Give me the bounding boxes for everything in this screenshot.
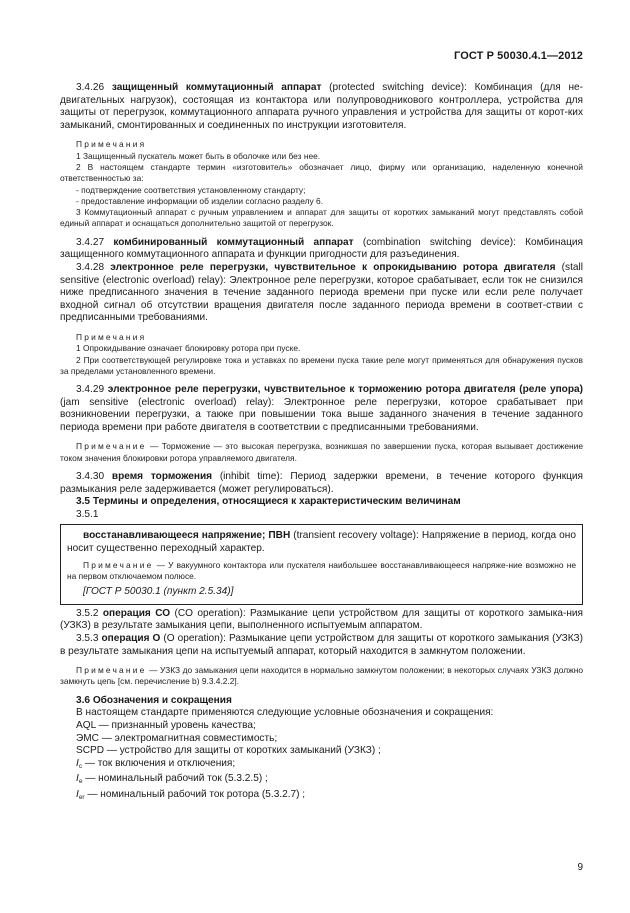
- note-item: 3 Коммутационный аппарат с ручным управлением и аппарат для защиты от коротких замыканий могут представлять собой единый аппарат и оснащаться дополнительно защитой от перегрузок.: [60, 207, 583, 229]
- section-3-5-title: 3.5 Термины и определения, относящиеся к характеристическим величинам: [76, 496, 461, 508]
- clause-3-4-28: 3.4.28 электронное реле перегрузки, чувствительное к опрокидыванию ротора двигателя (stall sensitive (electronic overload) relay): Электронное реле перегрузки, которое срабатывает, если ток не снизился ниже предписанного значения в течение заданного периода времени при пуске или если реле получает входной сигнал об отсутствии вращения двигателя после заданного периода времени в соответ-ствии с предписанными требованиями.: [60, 261, 583, 324]
- clause-3-5-1: восстанавливающееся напряжение; ПВН (transient recovery voltage): Напряжение в период, когда оно носит существенно переходный характер.: [67, 530, 576, 555]
- clause-3-5-3: 3.5.3 операция О (O operation): Размыкание цепи устройством для защиты от короткого замыкания (УЗКЗ) в результате замыкания цепи на испытуемый аппарат, который находится в замкнутом положении.: [60, 633, 583, 657]
- source-reference: [ГОСТ Р 50030.1 (пункт 2.5.34)]: [83, 586, 234, 598]
- clause-3-5-1-number: 3.5.1: [76, 508, 99, 520]
- note-item: 1 Защищенный пускатель может быть в оболочке или без нее.: [76, 150, 321, 161]
- note-item: - предоставление информации об изделии согласно разделу 6.: [76, 195, 324, 206]
- notes-heading: Примечания: [76, 139, 147, 150]
- standard-code: ГОСТ Р 50030.4.1—2012: [454, 50, 583, 62]
- symbol-ier: $I_{er}$ — номинальный рабочий ток ротора (5.3.2.7) ;: [76, 788, 306, 801]
- section-3-6-title: 3.6 Обозначения и сокращения: [76, 694, 232, 706]
- note: Примечание — Торможение — это высокая перегрузка, возникшая по завершении пуска, которая вызывает достижение током значения блокировки ротора управляемого двигателя.: [60, 441, 583, 463]
- note: Примечание — У вакуумного контактора или пускателя наибольшее восстанавливающееся напряже-ние возможно не на первом отключаемом полюсе.: [67, 559, 576, 581]
- abbreviation-scpd: SCPD — устройство для защиты от коротких замыканий (УЗКЗ) ;: [76, 745, 381, 757]
- term: электронное реле перегрузки, чувствительное к торможению ротора двигателя (реле упора): [107, 384, 583, 396]
- note: Примечание — УЗКЗ до замыкания цепи находится в нормально замкнутом положении; в некоторых случаях УЗКЗ должно замкнуть цепь [см. перечисление b) 9.3.4.2.2].: [60, 665, 583, 687]
- abbreviation-emc: ЭМС — электромагнитная совместимость;: [76, 732, 278, 744]
- term: время торможения: [111, 471, 213, 483]
- page-content: [60, 82, 583, 805]
- term: восстанавливающееся напряжение; ПВН: [83, 530, 291, 542]
- term: комбинированный коммутационный аппарат: [113, 236, 354, 248]
- notes-heading: Примечания: [76, 331, 147, 342]
- term: электронное реле перегрузки, чувствительное к опрокидыванию ротора двигателя: [110, 261, 556, 273]
- page-number: 9: [577, 862, 583, 873]
- symbol-ie: $I_e$ — номинальный рабочий ток (5.3.2.5) ;: [76, 773, 268, 786]
- term: защищенный коммутационный аппарат: [111, 82, 322, 93]
- term: операция О: [101, 633, 161, 644]
- clause-3-4-30: 3.4.30 время торможения (inhibit time): Период задержки времени, в течение которого функция размыкания реле задерживается (может регулироваться).: [60, 471, 583, 495]
- clause-3-5-2: 3.5.2 операция СО (CO operation): Размыкание цепи устройством для защиты от короткого замыка-ния (УЗКЗ) в результате замыкания цепи, выполненного испытуемым аппаратом.: [60, 607, 583, 632]
- definition-box: [60, 524, 583, 604]
- note-item: - подтверждение соответствия установленному стандарту;: [76, 184, 306, 195]
- term: операция СО: [102, 607, 171, 619]
- abbreviation-aql: AQL — признанный уровень качества;: [76, 719, 256, 731]
- clause-3-4-27: 3.4.27 комбинированный коммутационный аппарат (combination switching device): Комбинация защищенного коммутационного аппарата и функции пригодности для разъединения.: [60, 236, 583, 261]
- clause-3-4-29: 3.4.29 электронное реле перегрузки, чувствительное к торможению ротора двигателя (реле упора) (jam sensitive (electronic overload) relay): Электронное реле перегрузки, которое срабатывает при возникновении перегрузки, а также при повышении тока выше заданного значения в течение заданного периода времени при работе двигателя в соответствии с предписанными требованиями.: [60, 384, 583, 433]
- note-item: 2 В настоящем стандарте термин «изготовитель» обозначает лицо, фирму или организацию, наделенную конечной ответственностью за:: [60, 161, 583, 184]
- note-item: 2 При соответствующей регулировке тока и уставках по времени пуска такие реле могут применяться для обнаружения пусков за пределами установленного времени.: [60, 354, 583, 376]
- symbol-ic: $I_c$ — ток включения и отключения;: [76, 757, 236, 770]
- note-item: 1 Опрокидывание означает блокировку ротора при пуске.: [76, 343, 301, 354]
- section-3-6-intro: В настоящем стандарте применяются следующие условные обозначения и сокращения:: [76, 707, 494, 719]
- clause-3-4-26: 3.4.26 защищенный коммутационный аппарат (protected switching device): Комбинация (для не-двигательных нагрузок), состоящая из контактора или полупроводникового контроллера, устройства для защиты от перегрузок, коммутационного аппарата ручного управления и устройства для защиты от корот-ких замыканий, смонтированных и соединенных по инструкции изготовителя.: [60, 82, 583, 131]
